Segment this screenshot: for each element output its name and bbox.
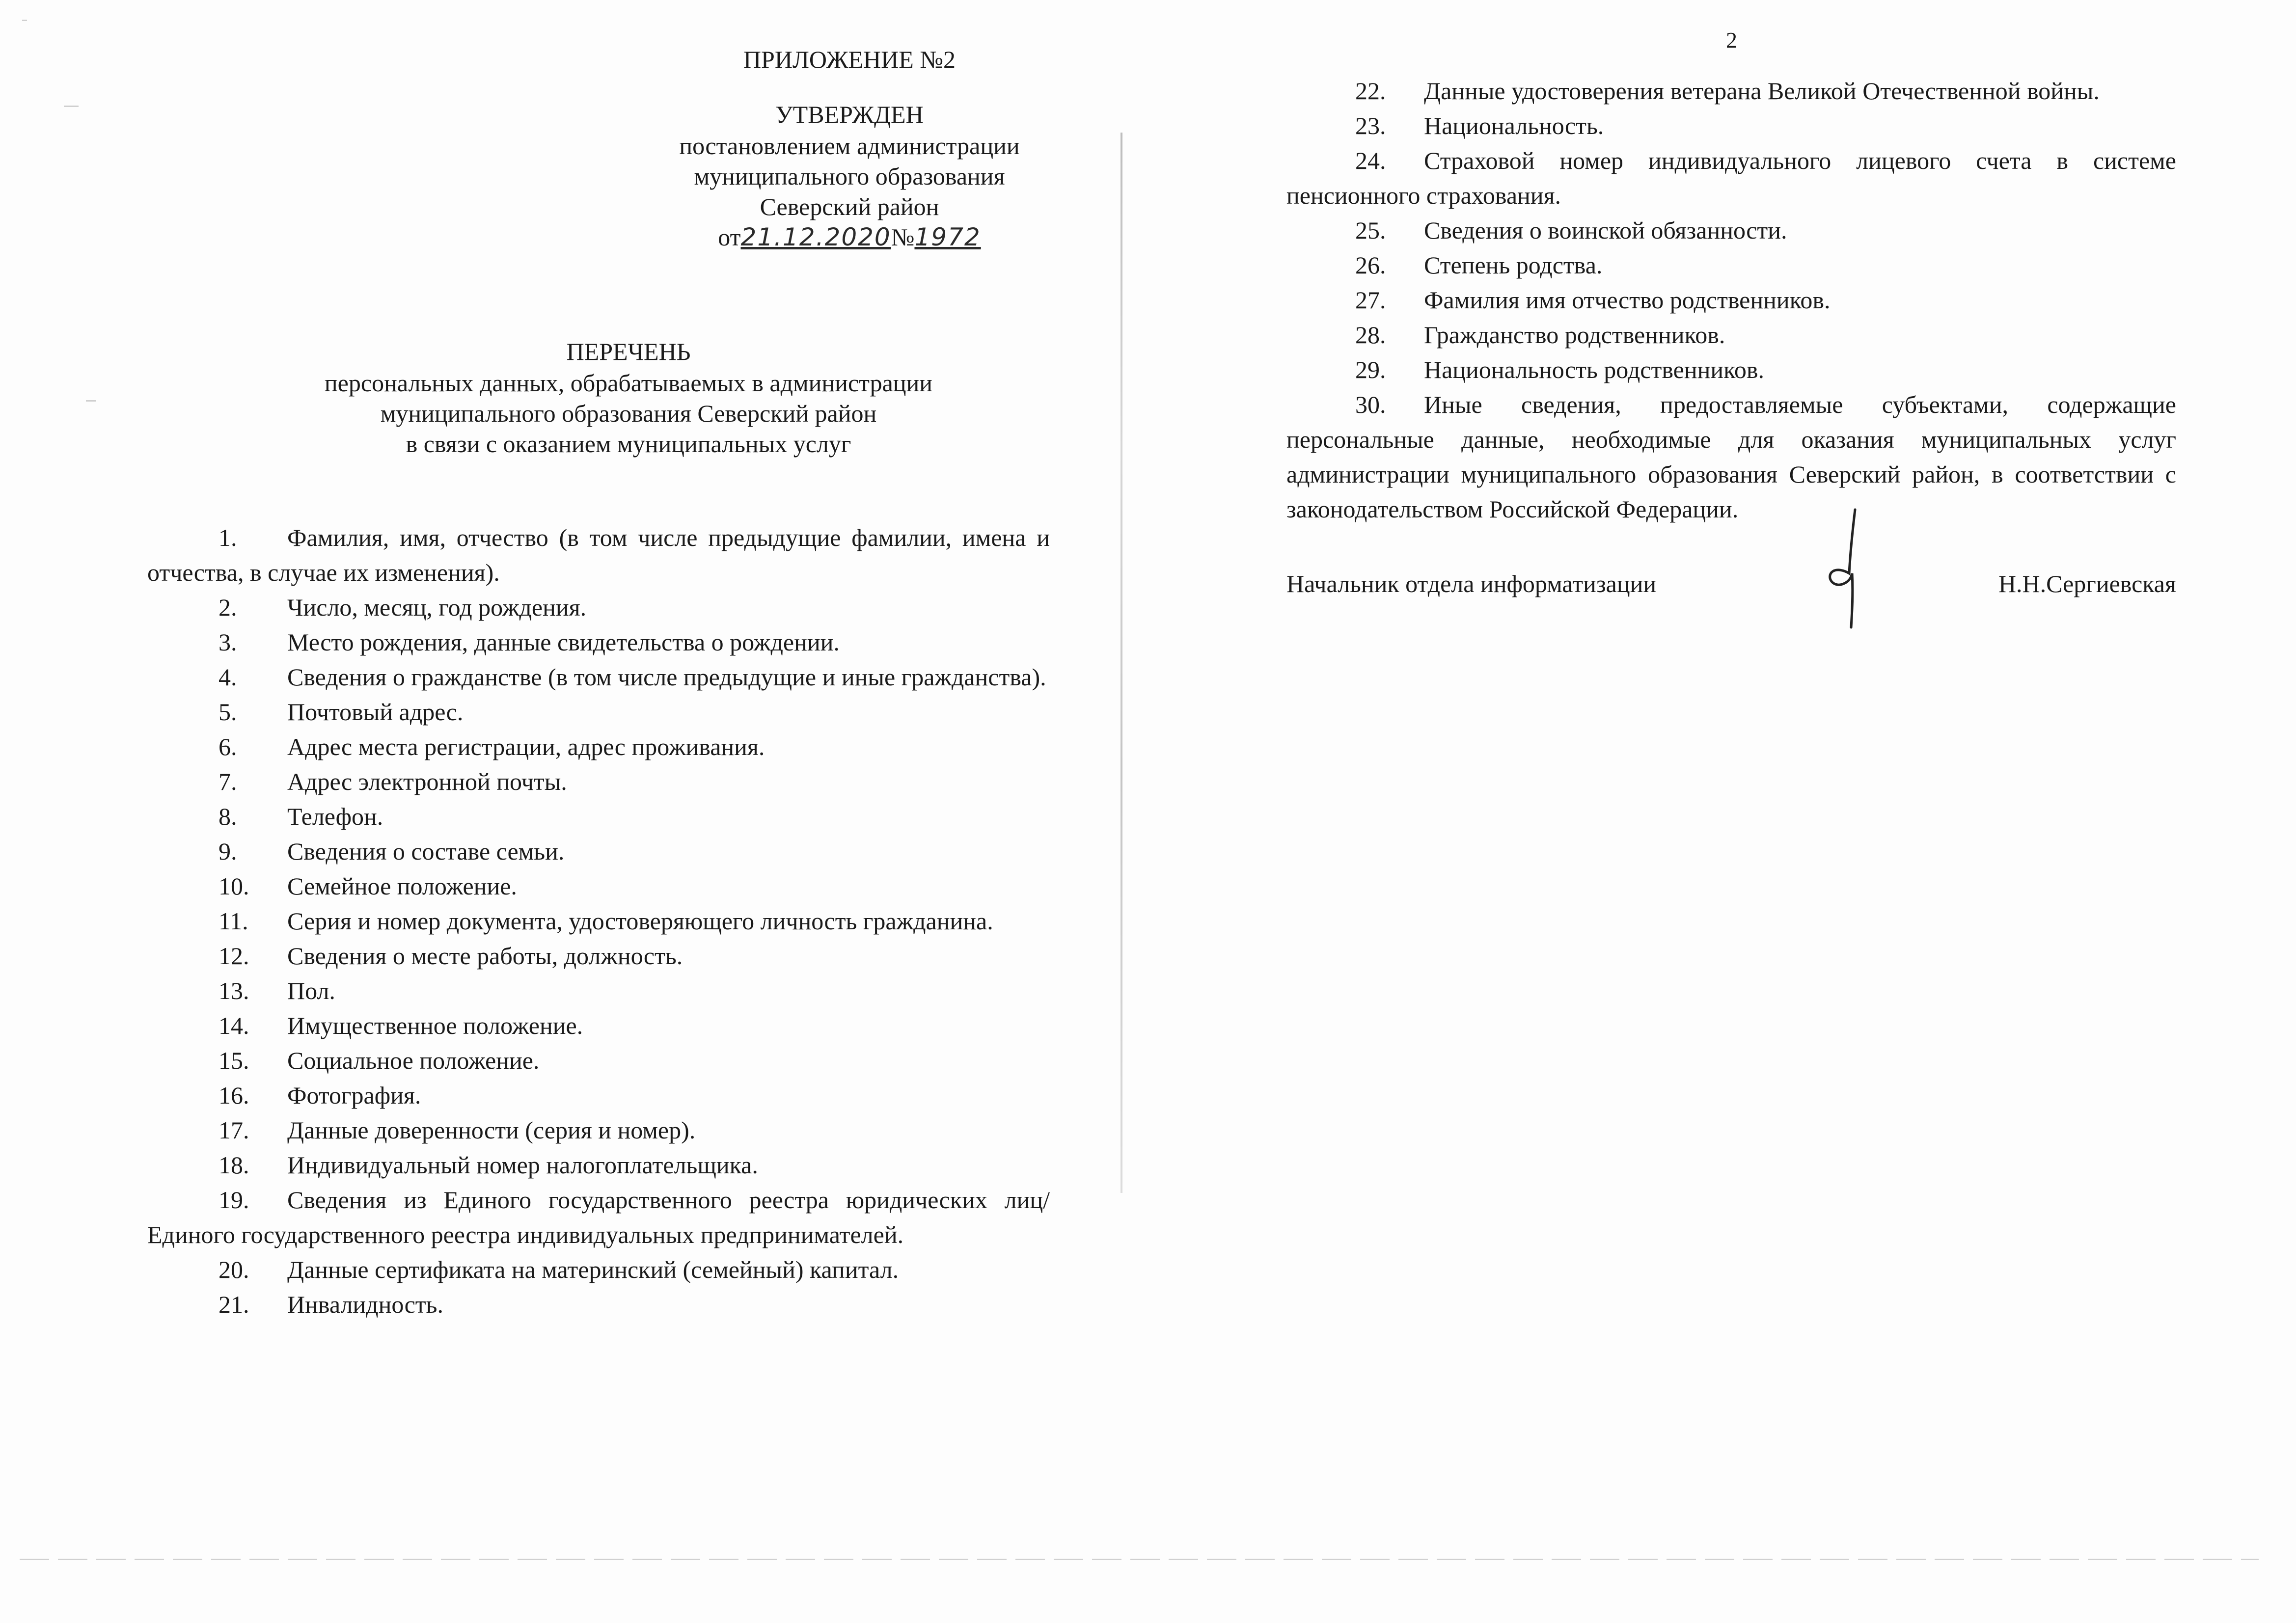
list-item [147,520,1050,590]
item-text: Фамилия имя отчество родственников. [1424,286,1831,314]
personal-data-list-left [147,520,1050,1322]
item-number: 19. [219,1186,249,1214]
item-text: Фотография. [287,1082,421,1109]
item-number: 25. [1355,216,1386,244]
list-item [147,799,1050,834]
appendix-label: ПРИЛОЖЕНИЕ №2 [743,46,956,73]
list-item [147,1043,1050,1078]
item-text: Национальность родственников. [1424,356,1764,383]
list-item [147,1287,1050,1322]
item-number: 28. [1355,321,1386,349]
item-number: 9. [219,838,237,865]
list-item [147,834,1050,869]
item-number: 29. [1355,356,1386,383]
item-number: 1. [219,524,237,551]
list-item [147,764,1050,799]
item-number: 30. [1355,391,1386,418]
item-number: 21. [219,1291,249,1318]
list-item [1286,74,2176,108]
item-number: 27. [1355,286,1386,314]
item-text: Инвалидность. [287,1291,443,1318]
item-number: 10. [219,872,249,900]
item-number: 8. [219,803,237,830]
number-sign: № [891,223,915,251]
item-text: Сведения о гражданстве (в том числе предыдущие и иные гражданства). [287,663,1046,691]
item-text: Адрес электронной почты. [287,768,567,795]
title-line-1: персональных данных, обрабатываемых в администрации [324,369,933,397]
item-number: 6. [219,733,237,760]
item-text: Индивидуальный номер налогоплательщика. [287,1151,758,1179]
list-item [1286,352,2176,387]
item-text: Сведения о составе семьи. [287,838,565,865]
item-text: Национальность. [1424,112,1604,139]
item-text: Сведения о воинской обязанности. [1424,216,1787,244]
list-item [1286,283,2176,318]
item-number: 18. [219,1151,249,1179]
item-number: 14. [219,1012,249,1039]
item-text: Иные сведения, предоставляемые субъектами, содержащие персональные данные, необходимые для оказания муниципальных услуг администрации муниципального образования Северский район, в соответствии с законодательством Российской Федерации. [1286,391,2176,523]
page-number: 2 [1726,27,1737,53]
title-line-2: муниципального образования Северский район [380,400,877,427]
item-text: Данные удостоверения ветерана Великой Отечественной войны. [1424,77,2100,105]
item-text: Семейное положение. [287,872,517,900]
list-item [147,1183,1050,1252]
list-item [1286,213,2176,248]
item-text: Телефон. [287,803,383,830]
list-item [147,1113,1050,1148]
list-item [147,695,1050,730]
item-text: Пол. [287,977,335,1004]
list-item [147,1252,1050,1287]
item-text: Страховой номер индивидуального лицевого счета в системе пенсионного страхования. [1286,147,2176,209]
item-number: 24. [1355,147,1386,174]
item-number: 13. [219,977,249,1004]
item-number: 17. [219,1116,249,1144]
list-item [1286,108,2176,143]
decree-number: 1972 [914,223,981,251]
item-number: 7. [219,768,237,795]
item-text: Серия и номер документа, удостоверяющего личность гражданина. [287,907,993,935]
date-prefix: от [718,223,741,251]
personal-data-list-right [1286,74,2176,527]
item-text: Гражданство родственников. [1424,321,1725,349]
item-text: Степень родства. [1424,251,1603,279]
item-number: 2. [219,594,237,621]
list-item [147,974,1050,1008]
item-number: 16. [219,1082,249,1109]
item-number: 5. [219,698,237,726]
item-text: Почтовый адрес. [287,698,464,726]
list-item [147,939,1050,974]
list-item [147,1008,1050,1043]
left-page [0,0,1129,1623]
item-text: Сведения о месте работы, должность. [287,942,683,970]
item-number: 23. [1355,112,1386,139]
item-text: Социальное положение. [287,1047,540,1074]
list-item [147,869,1050,904]
item-text: Данные сертификата на материнский (семейный) капитал. [287,1256,899,1283]
item-number: 4. [219,663,237,691]
item-number: 12. [219,942,249,970]
item-text: Сведения из Единого государственного реестра юридических лиц/Единого государственного реестра индивидуальных предпринимателей. [147,1186,1050,1248]
item-number: 22. [1355,77,1386,105]
item-number: 3. [219,628,237,656]
item-text: Адрес места регистрации, адрес проживания. [287,733,765,760]
list-item [1286,143,2176,213]
decree-date-line [604,222,1095,252]
item-text: Место рождения, данные свидетельства о рождении. [287,628,840,656]
approval-line-2: муниципального образования [694,162,1005,190]
item-number: 11. [219,907,248,935]
approved-label: УТВЕРЖДЕН [775,101,924,128]
list-item [1286,387,2176,527]
item-number: 26. [1355,251,1386,279]
item-text: Имущественное положение. [287,1012,583,1039]
list-item [1286,318,2176,352]
item-number: 20. [219,1256,249,1283]
item-text: Фамилия, имя, отчество (в том числе предыдущие фамилии, имена и отчества, в случае их изменения). [147,524,1050,586]
signer-position: Начальник отдела информатизации [1286,570,1657,597]
approval-header [604,44,1095,252]
handwritten-signature [1817,505,1876,632]
list-item [147,660,1050,695]
title-line-3: в связи с оказанием муниципальных услуг [406,430,851,458]
approval-line-3: Северский район [760,193,939,220]
list-item [147,590,1050,625]
list-item [147,1148,1050,1183]
item-text: Данные доверенности (серия и номер). [287,1116,696,1144]
approval-line-1: постановлением администрации [679,132,1020,160]
decree-date: 21.12.2020 [740,223,891,251]
signer-name: Н.Н.Сергиевская [1998,570,2176,597]
list-item [147,625,1050,660]
list-title [275,336,982,459]
list-item [147,730,1050,764]
item-number: 15. [219,1047,249,1074]
list-item [1286,248,2176,283]
title-main: ПЕРЕЧЕНЬ [566,338,691,365]
list-item [147,904,1050,939]
item-text: Число, месяц, год рождения. [287,594,587,621]
list-item [147,1078,1050,1113]
